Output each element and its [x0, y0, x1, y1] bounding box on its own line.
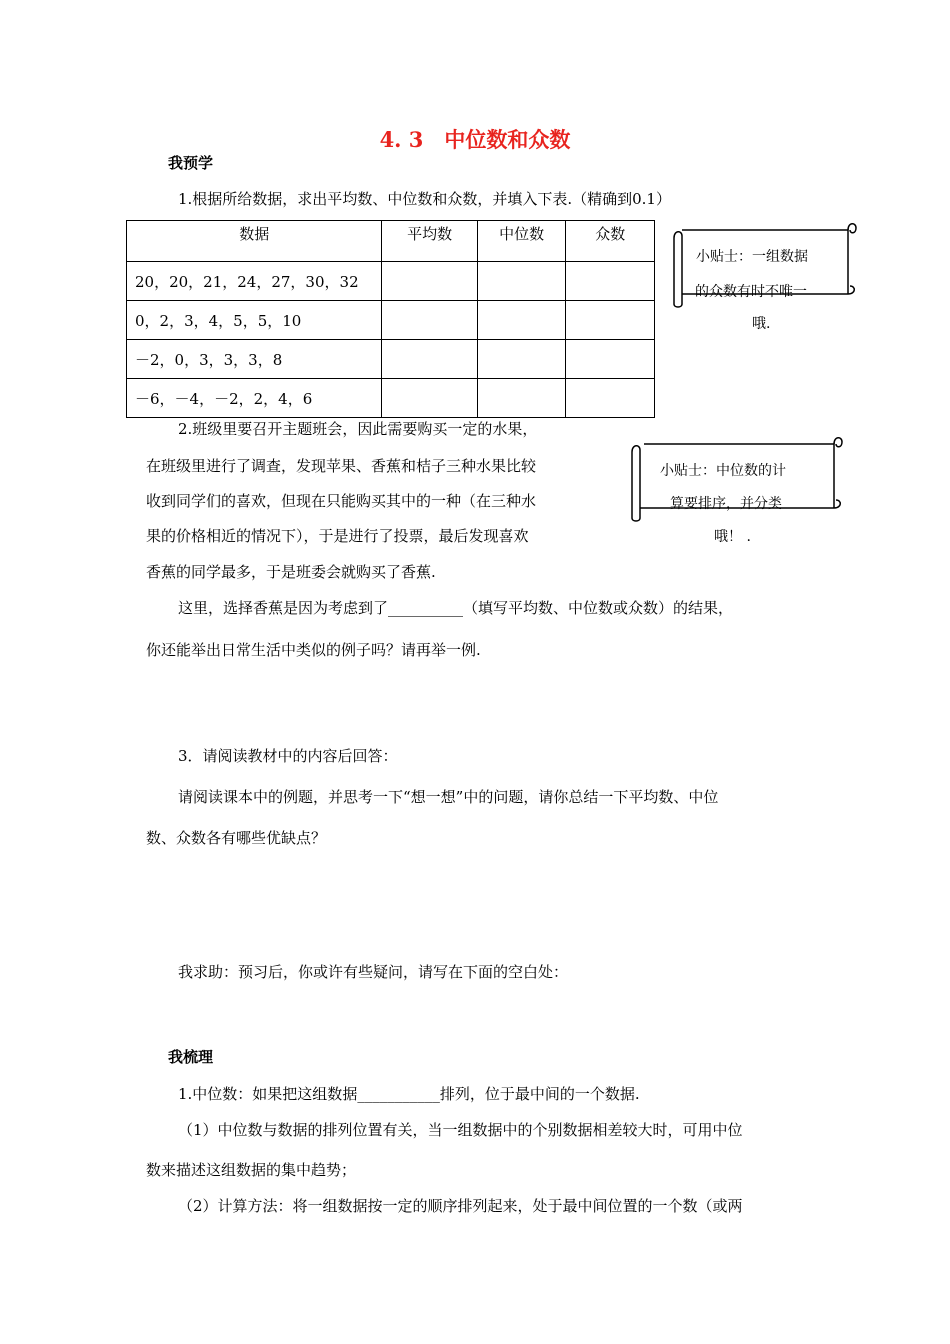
cell-median[interactable]: [477, 379, 566, 418]
header-mode: 众数: [566, 221, 655, 262]
section-heading-preview: 我预学: [168, 154, 214, 172]
cell-mean[interactable]: [382, 379, 477, 418]
table-row: [127, 262, 655, 301]
tip2-line3: 哦！ .: [714, 529, 751, 545]
question-3-line2: 请阅读课本中的例题，并思考一下“想一想”中的问题，请你总结一下平均数、中位: [178, 788, 719, 806]
tip2-line2: 算要排序，并分类: [670, 496, 782, 512]
tip1-line2: 的众数有时不唯一: [695, 284, 807, 300]
data-table: [126, 220, 655, 418]
question-2-line3: 收到同学们的喜欢，但现在只能购买其中的一种（在三种水: [146, 492, 537, 510]
table-row: [127, 301, 655, 340]
review-line1: 1.中位数：如果把这组数据___________排列，位于最中间的一个数据.: [178, 1085, 640, 1103]
cell-mean[interactable]: [382, 262, 477, 301]
cell-mode[interactable]: [566, 340, 655, 379]
table-header-row: [127, 221, 655, 262]
question-2-line4: 果的价格相近的情况下），于是进行了投票，最后发现喜欢: [146, 527, 529, 545]
question-3-line1: 3．请阅读教材中的内容后回答：: [178, 747, 398, 765]
cell-data: 20，20，21，24，27，30，32: [127, 262, 382, 301]
review-line4: （2）计算方法：将一组数据按一定的顺序排列起来，处于最中间位置的一个数（或两: [178, 1197, 743, 1215]
question-2-blank-line: 这里，选择香蕉是因为考虑到了__________（填写平均数、中位数或众数）的结果，: [178, 599, 734, 617]
section-heading-review: 我梳理: [168, 1048, 214, 1066]
header-median: 中位数: [477, 221, 566, 262]
review-line2: （1）中位数与数据的排列位置有关，当一组数据中的个别数据相差较大时，可用中位: [178, 1121, 743, 1139]
tip2-line1: 小贴士：中位数的计: [660, 463, 786, 479]
question-2-line1: 2.班级里要召开主题班会，因此需要购买一定的水果，: [178, 420, 538, 438]
cell-mean[interactable]: [382, 340, 477, 379]
cell-mode[interactable]: [566, 301, 655, 340]
cell-mean[interactable]: [382, 301, 477, 340]
page-title: 4. 3 中位数和众数: [379, 127, 571, 152]
question-1: 1.根据所给数据，求出平均数、中位数和众数，并填入下表.（精确到0.1）: [178, 190, 671, 208]
tip1-line3: 哦.: [752, 316, 771, 332]
question-2-example-prompt: 你还能举出日常生活中类似的例子吗？请再举一例.: [146, 641, 481, 659]
question-2-line5: 香蕉的同学最多，于是班委会就购买了香蕉.: [146, 563, 436, 581]
cell-data: －6，－4，－2，2，4，6: [127, 379, 382, 418]
header-mean: 平均数: [382, 221, 477, 262]
header-data: 数据: [127, 221, 382, 262]
cell-mode[interactable]: [566, 379, 655, 418]
cell-median[interactable]: [477, 340, 566, 379]
cell-median[interactable]: [477, 262, 566, 301]
cell-mode[interactable]: [566, 262, 655, 301]
cell-data: －2，0，3，3，3，8: [127, 340, 382, 379]
tip1-line1: 小贴士：一组数据: [696, 249, 808, 265]
question-2-line2: 在班级里进行了调查，发现苹果、香蕉和桔子三种水果比较: [146, 457, 537, 475]
table-row: [127, 379, 655, 418]
cell-data: 0，2，3，4，5，5，10: [127, 301, 382, 340]
question-3-line3: 数、众数各有哪些优缺点？: [146, 829, 327, 847]
help-prompt: 我求助：预习后，你或许有些疑问，请写在下面的空白处：: [178, 963, 569, 981]
table-row: [127, 340, 655, 379]
review-line3: 数来描述这组数据的集中趋势；: [146, 1161, 357, 1179]
cell-median[interactable]: [477, 301, 566, 340]
